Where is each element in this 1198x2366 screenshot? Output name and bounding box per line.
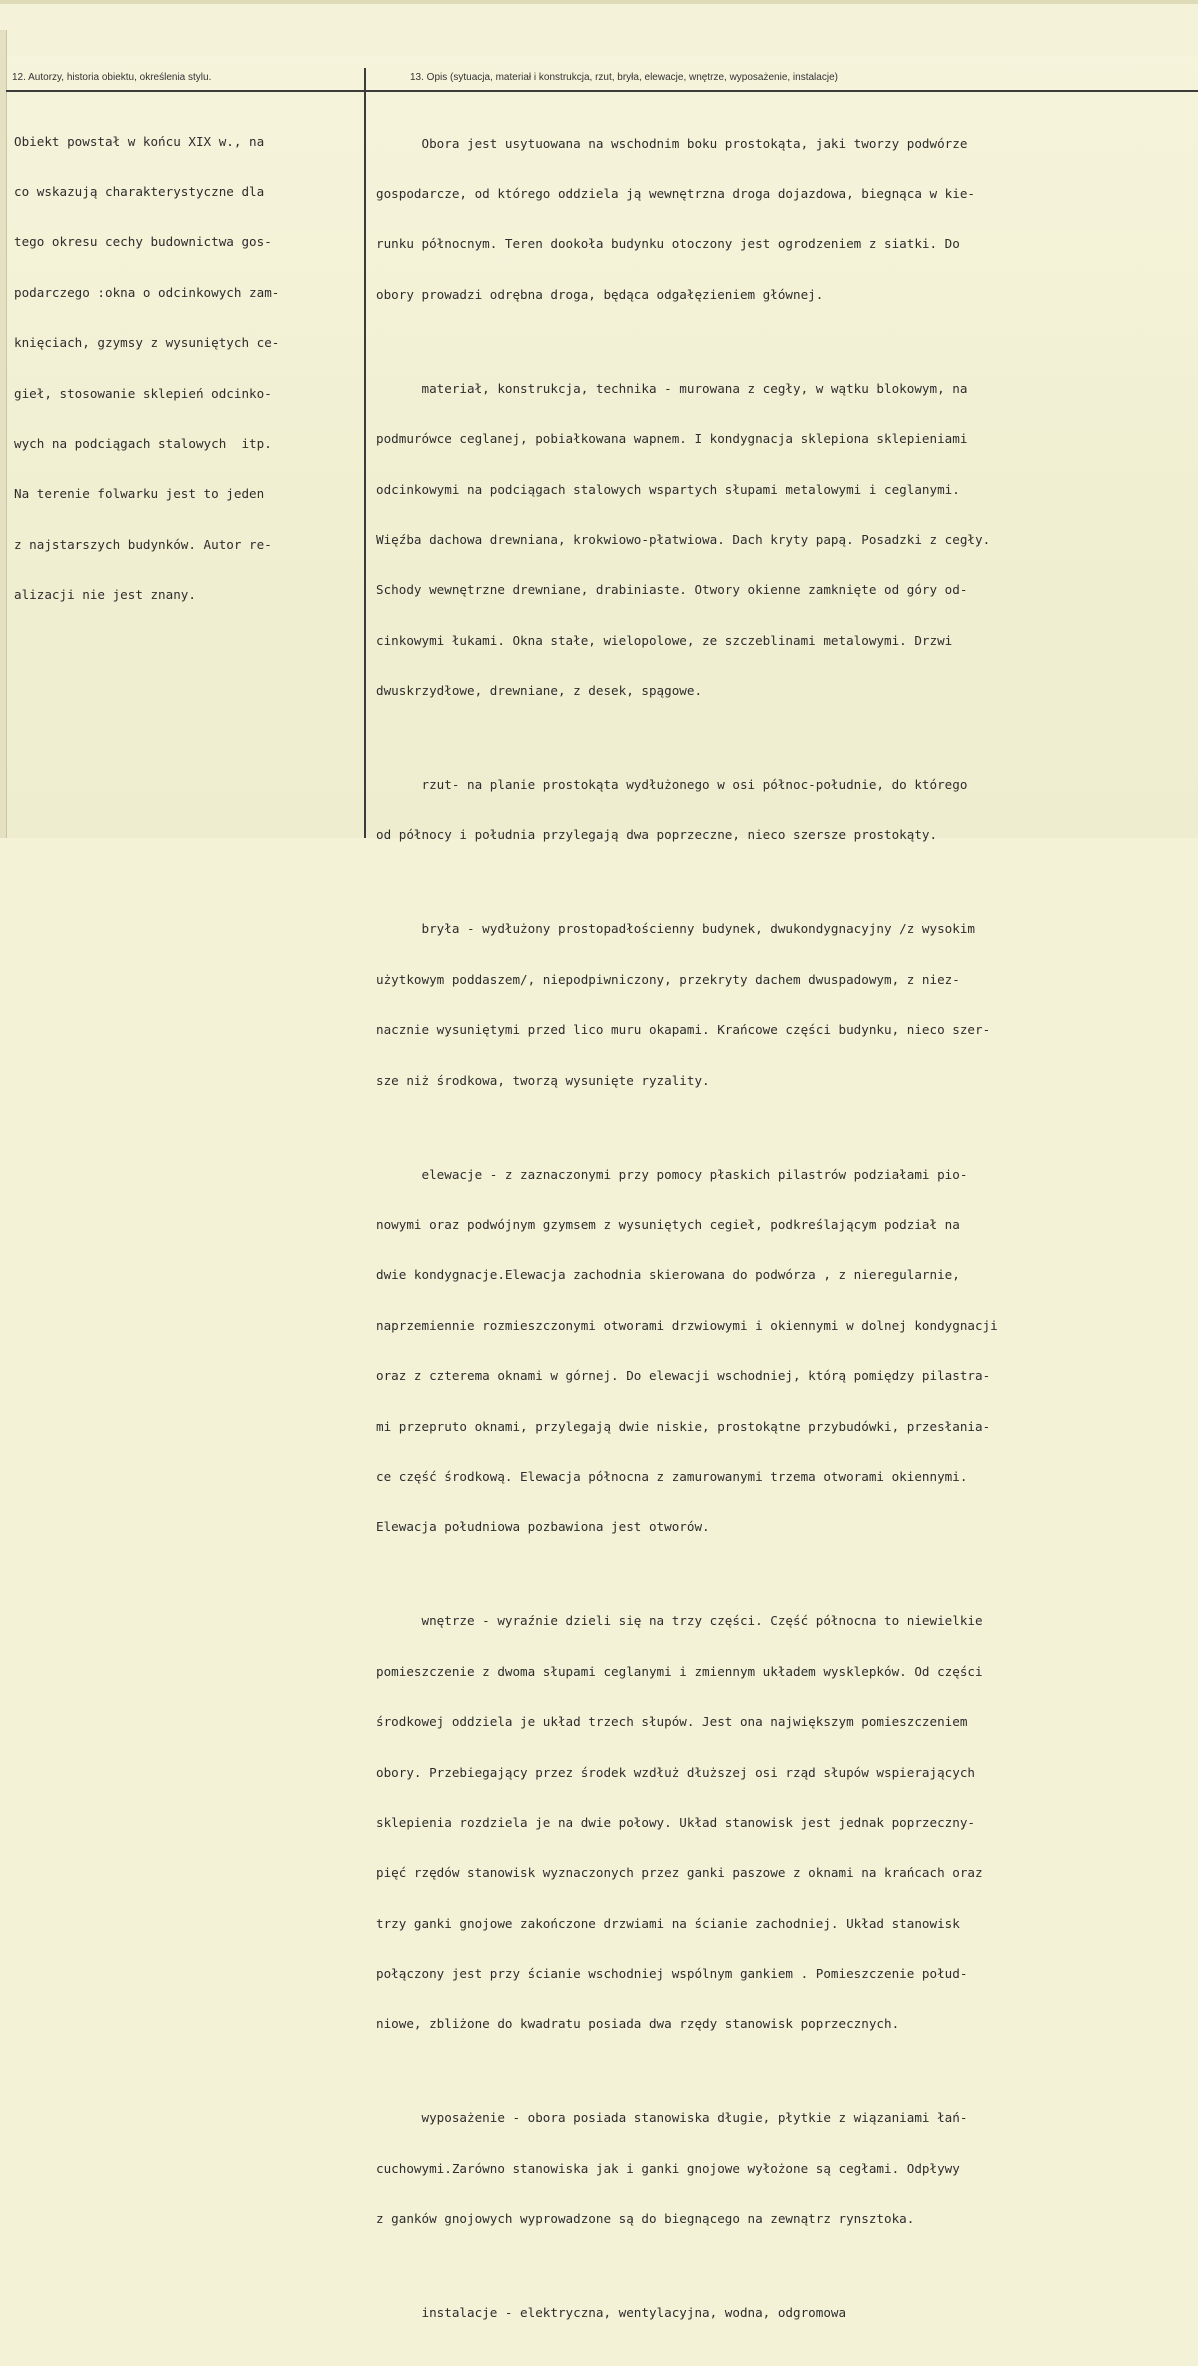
column-divider bbox=[364, 68, 366, 838]
text-line: nacznie wysuniętymi przed lico muru okapami. Krańcowe części budynku, nieco szer- bbox=[376, 1022, 991, 1038]
left-column-header: 12. Autorzy, historia obiektu, określenia stylu. bbox=[12, 72, 212, 83]
text-line: z ganków gnojowych wyprowadzone są do biegnącego na zewnątrz rynsztoka. bbox=[376, 2211, 915, 2227]
authors-history-text bbox=[14, 100, 359, 638]
text-line: od północy i południa przylegają dwa poprzeczne, nieco szersze prostokąty. bbox=[376, 827, 938, 843]
text-line: pomieszczenie z dwoma słupami ceglanymi i zmiennym układem wysklepków. Od części bbox=[376, 1663, 983, 1679]
text-line: trzy ganki gnojowe zakończone drzwiami na ścianie zachodniej. Układ stanowisk bbox=[376, 1915, 960, 1931]
text-line: mi przepruto oknami, przylegają dwie niskie, prostokątne przybudówki, przesłania- bbox=[376, 1418, 991, 1434]
top-margin bbox=[0, 0, 1198, 56]
text-line: rzut- na planie prostokąta wydłużonego w osi północ-południe, do którego bbox=[376, 777, 968, 793]
text-line: co wskazują charakterystyczne dla bbox=[14, 183, 265, 199]
text-line: podmurówce ceglanej, pobiałkowana wapnem. I kondygnacja sklepiona sklepieniami bbox=[376, 431, 968, 447]
text-line: Obiekt powstał w końcu XIX w., na bbox=[14, 133, 265, 149]
text-line: z najstarszych budynków. Autor re- bbox=[14, 536, 272, 552]
text-line: odcinkowymi na podciągach stalowych wspartych słupami metalowymi i ceglanymi. bbox=[376, 481, 960, 497]
text-line: instalacje - elektryczna, wentylacyjna, wodna, odgromowa bbox=[376, 2305, 847, 2321]
text-line: naprzemiennie rozmieszczonymi otworami drzwiowymi i okiennymi w dolnej kondygnacji bbox=[376, 1317, 998, 1333]
text-line: połączony jest przy ścianie wschodniej wspólnym gankiem . Pomieszczenie połud- bbox=[376, 1966, 968, 1982]
text-line: knięciach, gzymsy z wysuniętych ce- bbox=[14, 335, 280, 351]
text-line: pięć rzędów stanowisk wyznaczonych przez ganki paszowe z oknami na krańcach oraz bbox=[376, 1865, 983, 1881]
text-line: cinkowymi łukami. Okna stałe, wielopolowe, ze szczeblinami metalowymi. Drzwi bbox=[376, 632, 953, 648]
text-line: środkowej oddziela je układ trzech słupów. Jest ona największym pomieszczeniem bbox=[376, 1714, 968, 1730]
text-line: gospodarcze, od którego oddziela ją wewnętrzna droga dojazdowa, biegnąca w kie- bbox=[376, 185, 975, 201]
description-column bbox=[376, 102, 1196, 2366]
paragraph-situation bbox=[376, 102, 1196, 337]
text-line: oraz z czterema oknami w górnej. Do elewacji wschodniej, którą pomiędzy pilastra- bbox=[376, 1368, 991, 1384]
text-line: Obora jest usytuowana na wschodnim boku prostokąta, jaki tworzy podwórze bbox=[376, 135, 968, 151]
text-line: wych na podciągach stalowych itp. bbox=[14, 435, 272, 451]
text-line: gieł, stosowanie sklepień odcinko- bbox=[14, 385, 272, 401]
right-column-header: 13. Opis (sytuacja, materiał i konstrukcja, rzut, bryła, elewacje, wnętrze, wyposażenie, instalacje) bbox=[410, 72, 838, 83]
text-line: nowymi oraz podwójnym gzymsem z wysuniętych cegieł, podkreślającym podział na bbox=[376, 1217, 960, 1232]
text-line: dwie kondygnacje.Elewacja zachodnia skierowana do podwórza , z nieregularnie, bbox=[376, 1267, 960, 1283]
text-line: Schody wewnętrzne drewniane, drabiniaste. Otwory okienne zamknięte od góry od- bbox=[376, 582, 968, 598]
text-line: dwuskrzydłowe, drewniane, z desek, spągowe. bbox=[376, 683, 703, 699]
text-line: sze niż środkowa, tworzą wysunięte ryzality. bbox=[376, 1072, 710, 1088]
paragraph-interior bbox=[376, 1580, 1196, 2067]
paragraph-massing bbox=[376, 888, 1196, 1123]
text-line: użytkowym poddaszem/, niepodpiwniczony, przekryty dachem dwuspadowym, z niez- bbox=[376, 971, 960, 987]
fold-line bbox=[0, 0, 1198, 4]
header-rule bbox=[6, 90, 1198, 92]
text-line: runku północnym. Teren dookoła budynku otoczony jest ogrodzeniem z siatki. Do bbox=[376, 236, 960, 252]
paragraph-material bbox=[376, 347, 1196, 733]
text-line: bryła - wydłużony prostopadłościenny budynek, dwukondygnacyjny /z wysokim bbox=[376, 921, 975, 937]
paragraph-elevations bbox=[376, 1133, 1196, 1570]
text-line: Elewacja południowa pozbawiona jest otworów. bbox=[376, 1519, 710, 1535]
text-line: wyposażenie - obora posiada stanowiska długie, płytkie z wiązaniami łań- bbox=[376, 2110, 968, 2126]
text-line: elewacje - z zaznaczonymi przy pomocy płaskich pilastrów podziałami pio- bbox=[376, 1166, 968, 1182]
binding-edge bbox=[0, 30, 7, 838]
text-line: podarczego :okna o odcinkowych zam- bbox=[14, 284, 280, 300]
paragraph-equipment bbox=[376, 2077, 1196, 2262]
text-line: obory. Przebiegający przez środek wzdłuż dłuższej osi rząd słupów wspierających bbox=[376, 1764, 975, 1780]
text-line: cuchowymi.Zarówno stanowiska jak i ganki gnojowe wyłożone są cegłami. Odpływy bbox=[376, 2160, 960, 2176]
paragraph-plan bbox=[376, 743, 1196, 877]
text-line: wnętrze - wyraźnie dzieli się na trzy części. Część północna to niewielkie bbox=[376, 1613, 983, 1629]
text-line: niowe, zbliżone do kwadratu posiada dwa rzędy stanowisk poprzecznych. bbox=[376, 2016, 900, 2032]
text-line: alizacji nie jest znany. bbox=[14, 587, 196, 603]
text-line: sklepienia rozdziela je na dwie połowy. Układ stanowisk jest jednak poprzeczny- bbox=[376, 1814, 975, 1830]
text-line: tego okresu cechy budownictwa gos- bbox=[14, 234, 272, 250]
text-line: obory prowadzi odrębna droga, będąca odgałęzieniem głównej. bbox=[376, 286, 824, 302]
text-line: materiał, konstrukcja, technika - murowana z cegły, w wątku blokowym, na bbox=[376, 380, 968, 396]
text-line: ce część środkową. Elewacja północna z zamurowanymi trzema otworami okiennymi. bbox=[376, 1468, 968, 1484]
text-line: Na terenie folwarku jest to jeden bbox=[14, 486, 265, 502]
text-line: Więźba dachowa drewniana, krokwiowo-płatwiowa. Dach kryty papą. Posadzki z cegły. bbox=[376, 531, 991, 547]
paragraph-installations bbox=[376, 2272, 1196, 2356]
